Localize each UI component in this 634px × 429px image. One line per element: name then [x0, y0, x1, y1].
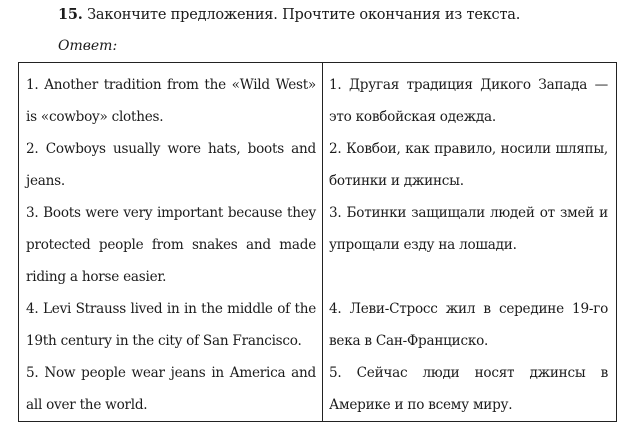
- task-number: 15.: [58, 6, 83, 23]
- english-sentence-1: 1. Another tradition from the «Wild West» is «cowboy» clothes.: [26, 77, 316, 125]
- translation-table: [18, 62, 617, 422]
- task-heading: [58, 4, 520, 26]
- russian-sentence-1: 1. Другая традиция Дикого Запада — это ковбойская одежда.: [329, 77, 608, 125]
- blank-line: [329, 261, 608, 293]
- russian-sentence-4: 4. Леви-Стросс жил в середине 19-го века в Сан-Франциско.: [329, 301, 608, 349]
- answer-label: Ответ:: [58, 38, 118, 54]
- russian-column: [323, 63, 617, 422]
- english-column: [19, 63, 323, 422]
- english-sentence-4: 4. Levi Strauss lived in in the middle of the 19th century in the city of San Francisco.: [26, 301, 316, 349]
- task-text: Закончите предложения. Прочтите окончания из текста.: [87, 7, 521, 23]
- table-row: [19, 63, 617, 422]
- english-sentence-2: 2. Cowboys usually wore hats, boots and jeans.: [26, 141, 316, 189]
- english-sentence-5: 5. Now people wear jeans in America and all over the world.: [26, 365, 316, 413]
- russian-sentence-3: 3. Ботинки защищали людей от змей и упрощали езду на лошади.: [329, 205, 608, 253]
- english-sentence-3: 3. Boots were very important because they protected people from snakes and made riding a horse easier.: [26, 205, 316, 285]
- russian-sentence-5: 5. Сейчас люди носят джинсы в Америке и по всему миру.: [329, 365, 608, 413]
- russian-sentence-2: 2. Ковбои, как правило, носили шляпы, ботинки и джинсы.: [329, 141, 608, 189]
